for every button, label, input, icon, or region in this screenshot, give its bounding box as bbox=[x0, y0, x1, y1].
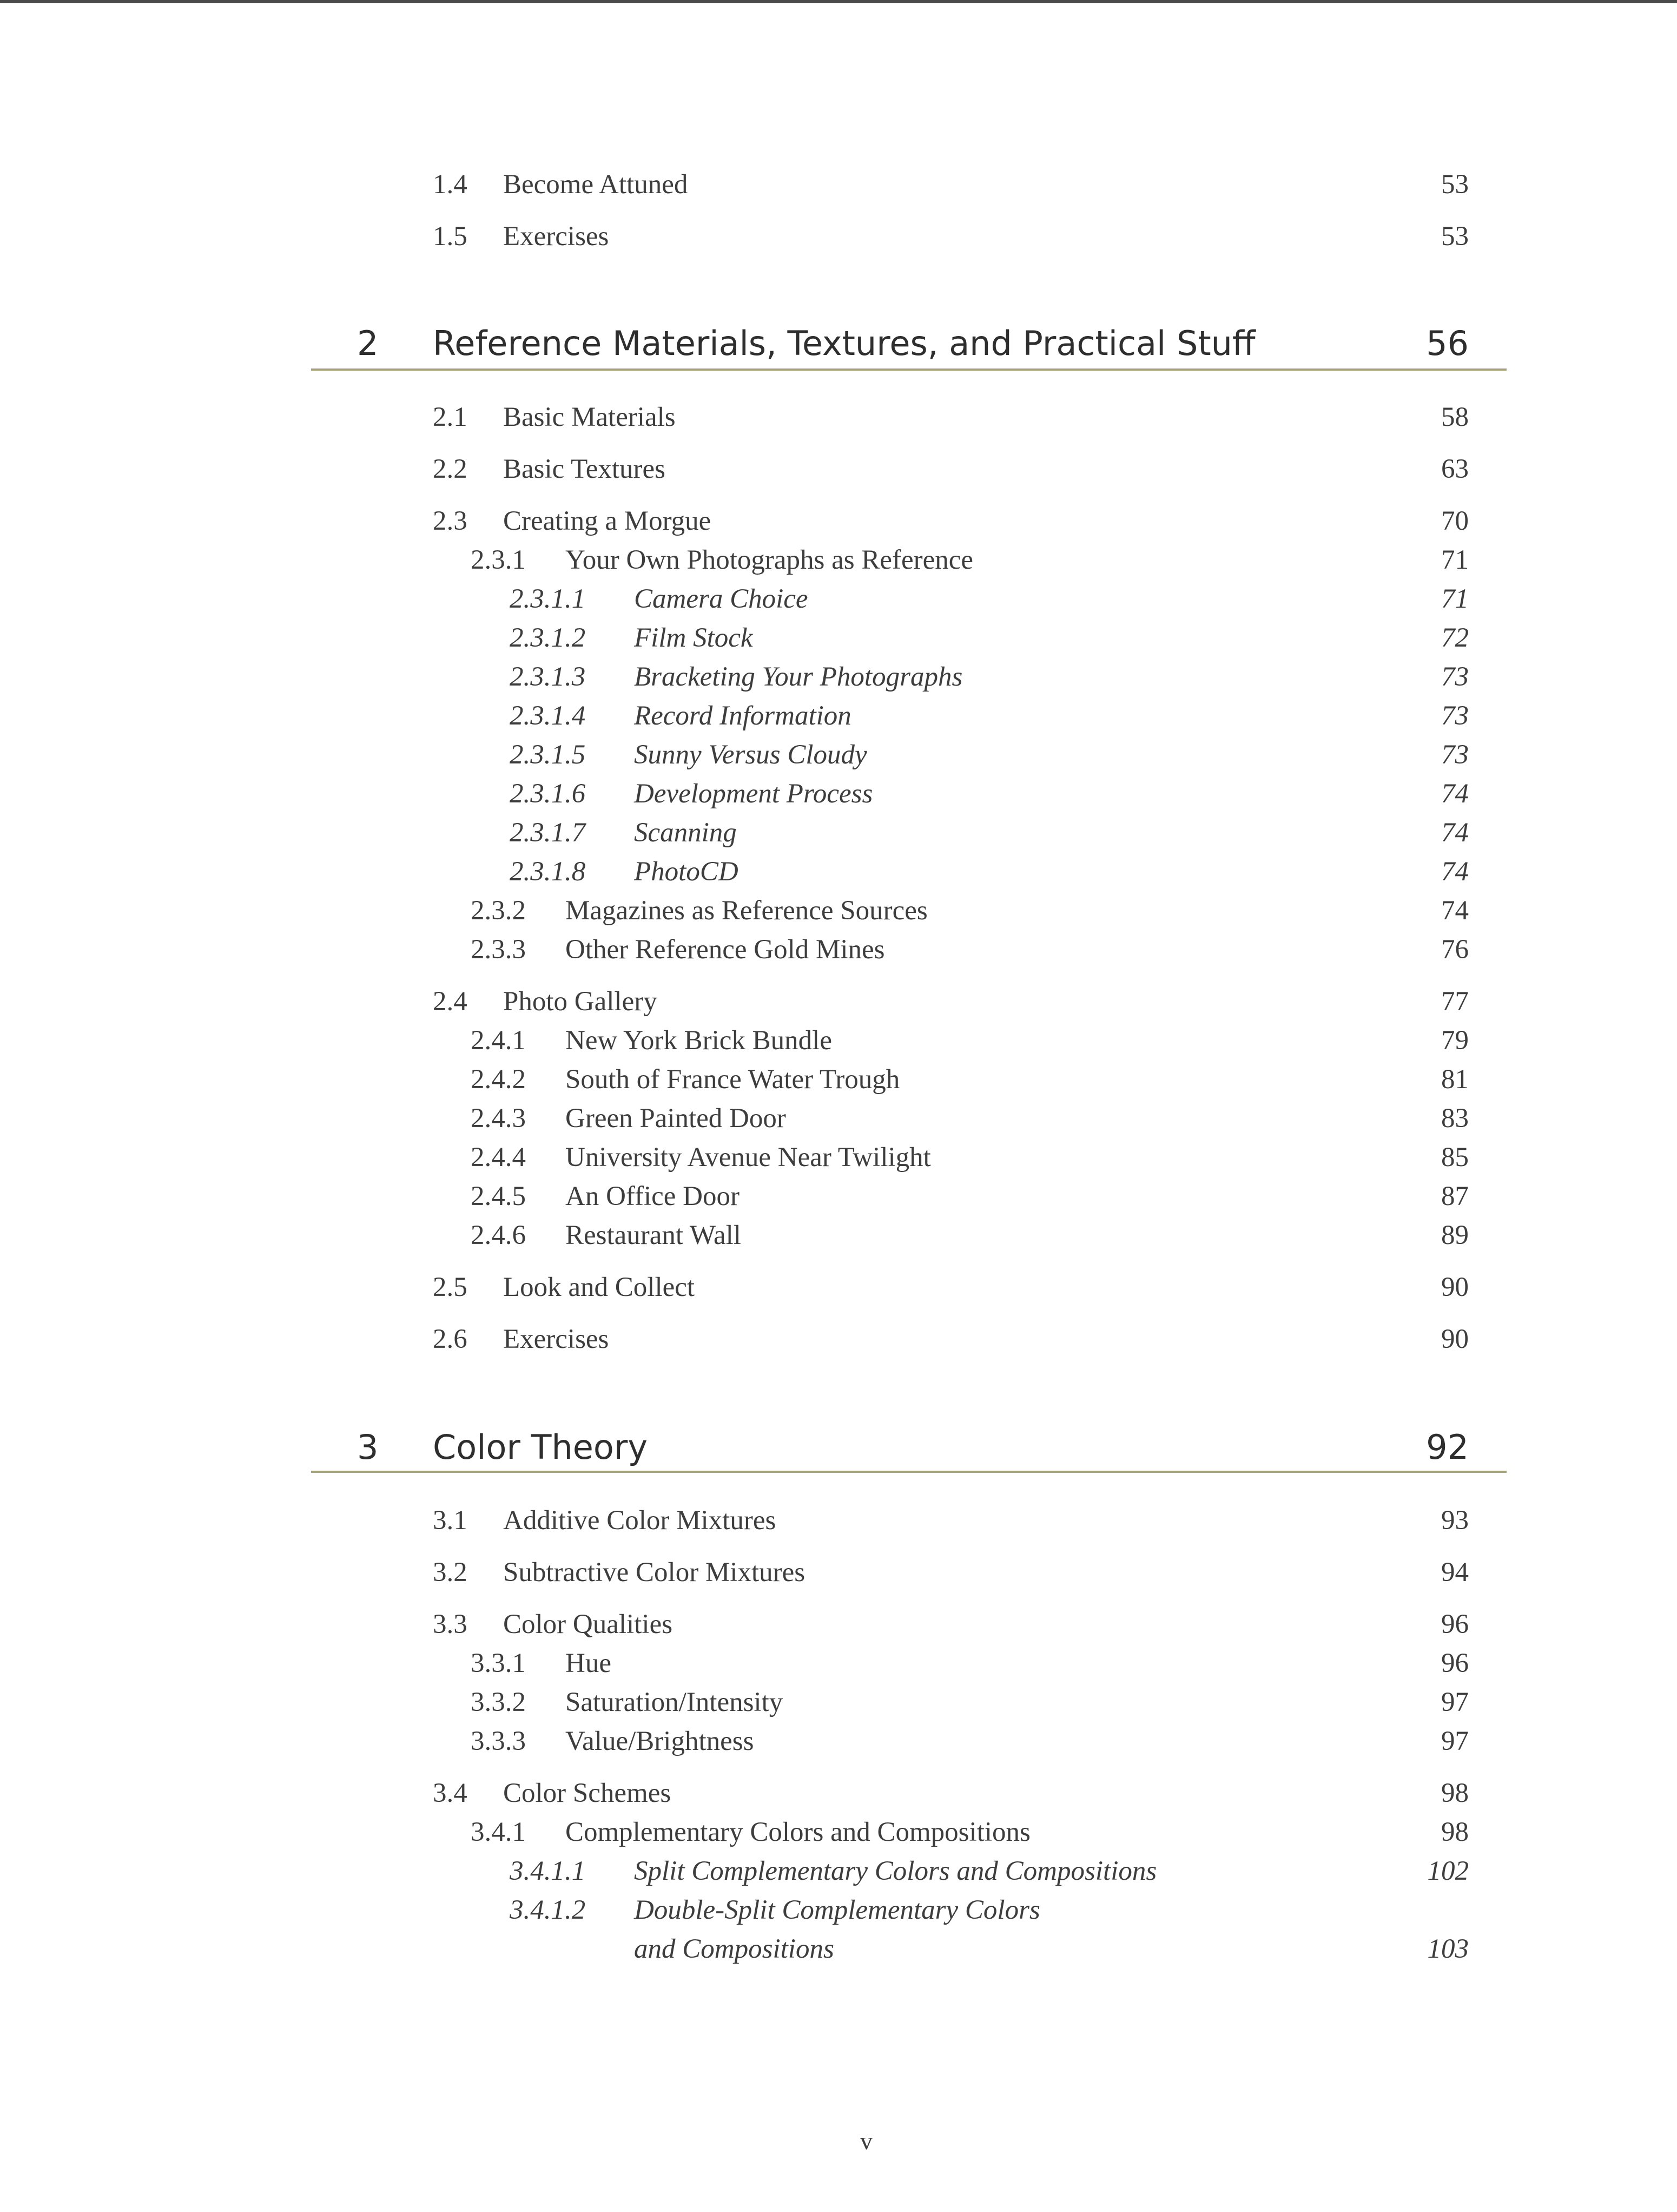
chapter-page: 92 bbox=[1426, 1427, 1469, 1467]
entry-page: 93 bbox=[1441, 1505, 1469, 1536]
chapter-page: 56 bbox=[1426, 324, 1469, 363]
entry-title: Photo Gallery bbox=[503, 986, 657, 1017]
entry-page: 76 bbox=[1441, 934, 1469, 965]
entry-page: 58 bbox=[1441, 402, 1469, 432]
entry-title: Magazines as Reference Sources bbox=[565, 896, 928, 926]
chapter-title: Color Theory bbox=[433, 1427, 648, 1467]
entry-number: 3.1 bbox=[433, 1505, 467, 1536]
entry-page: 73 bbox=[1441, 701, 1469, 731]
entry-number: 2.3.1.3 bbox=[510, 662, 586, 692]
entry-title: Color Schemes bbox=[503, 1778, 671, 1808]
entry-page: 71 bbox=[1441, 584, 1469, 614]
entry-page: 81 bbox=[1441, 1064, 1469, 1095]
entry-page: 90 bbox=[1441, 1272, 1469, 1302]
entry-title: Restaurant Wall bbox=[565, 1220, 741, 1250]
chapter-number: 3 bbox=[357, 1427, 379, 1467]
entry-title: South of France Water Trough bbox=[565, 1064, 900, 1095]
page-folio: v bbox=[860, 2127, 873, 2155]
entry-page: 74 bbox=[1441, 818, 1469, 848]
entry-number: 3.4 bbox=[433, 1778, 467, 1808]
entry-number: 2.3.1.7 bbox=[510, 818, 586, 848]
entry-number: 2.2 bbox=[433, 454, 467, 484]
entry-number: 1.4 bbox=[433, 169, 467, 200]
entry-number: 2.3.1.8 bbox=[510, 857, 586, 887]
entry-number: 3.3.1 bbox=[471, 1648, 526, 1678]
entry-title: Split Complementary Colors and Compositions bbox=[634, 1856, 1157, 1886]
entry-number: 2.5 bbox=[433, 1272, 467, 1302]
entry-title: An Office Door bbox=[565, 1181, 740, 1212]
entry-number: 3.3.2 bbox=[471, 1687, 526, 1717]
chapter-number: 2 bbox=[357, 324, 379, 363]
entry-page: 53 bbox=[1441, 221, 1469, 252]
entry-number: 2.3.2 bbox=[471, 896, 526, 926]
entry-number: 2.1 bbox=[433, 402, 467, 432]
entry-number: 2.4.6 bbox=[471, 1220, 526, 1250]
entry-page: 79 bbox=[1441, 1025, 1469, 1056]
entry-number: 2.3.3 bbox=[471, 934, 526, 965]
entry-page: 94 bbox=[1441, 1557, 1469, 1588]
page-top-rule bbox=[0, 0, 1677, 3]
entry-page: 96 bbox=[1441, 1648, 1469, 1678]
entry-title: Value/Brightness bbox=[565, 1726, 754, 1756]
entry-title: Basic Textures bbox=[503, 454, 665, 484]
entry-number: 2.4.5 bbox=[471, 1181, 526, 1212]
entry-number: 2.3.1.1 bbox=[510, 584, 586, 614]
entry-page: 77 bbox=[1441, 986, 1469, 1017]
entry-number: 2.3.1.2 bbox=[510, 623, 586, 653]
entry-number: 2.4 bbox=[433, 986, 467, 1017]
entry-page: 98 bbox=[1441, 1778, 1469, 1808]
entry-page: 73 bbox=[1441, 662, 1469, 692]
entry-title: Scanning bbox=[634, 818, 737, 848]
entry-page: 70 bbox=[1441, 506, 1469, 536]
entry-title: PhotoCD bbox=[634, 857, 738, 887]
entry-title: University Avenue Near Twilight bbox=[565, 1142, 931, 1173]
entry-number: 2.3 bbox=[433, 506, 467, 536]
entry-title: Other Reference Gold Mines bbox=[565, 934, 885, 965]
entry-title: Film Stock bbox=[634, 623, 753, 653]
entry-number: 3.4.1.1 bbox=[510, 1856, 586, 1886]
entry-title: Your Own Photographs as Reference bbox=[565, 545, 974, 575]
entry-number: 3.3 bbox=[433, 1609, 467, 1640]
entry-number: 2.3.1.6 bbox=[510, 779, 586, 809]
entry-title: Development Process bbox=[634, 779, 873, 809]
entry-page: 71 bbox=[1441, 545, 1469, 575]
entry-page: 87 bbox=[1441, 1181, 1469, 1212]
entry-page: 74 bbox=[1441, 857, 1469, 887]
entry-number: 2.3.1.4 bbox=[510, 701, 586, 731]
entry-title: Look and Collect bbox=[503, 1272, 695, 1302]
entry-title: Color Qualities bbox=[503, 1609, 673, 1640]
entry-number: 2.6 bbox=[433, 1324, 467, 1354]
entry-page: 96 bbox=[1441, 1609, 1469, 1640]
entry-page: 102 bbox=[1427, 1856, 1469, 1886]
entry-page: 98 bbox=[1441, 1817, 1469, 1847]
entry-title: Hue bbox=[565, 1648, 611, 1678]
entry-page: 103 bbox=[1427, 1934, 1469, 1964]
entry-title: Complementary Colors and Compositions bbox=[565, 1817, 1031, 1847]
entry-page: 97 bbox=[1441, 1687, 1469, 1717]
entry-page: 72 bbox=[1441, 623, 1469, 653]
entry-number: 3.4.1 bbox=[471, 1817, 526, 1847]
entry-page: 74 bbox=[1441, 896, 1469, 926]
entry-number: 3.4.1.2 bbox=[510, 1895, 586, 1925]
entry-title: Subtractive Color Mixtures bbox=[503, 1557, 806, 1588]
entry-title: Basic Materials bbox=[503, 402, 676, 432]
entry-number: 2.3.1 bbox=[471, 545, 526, 575]
entry-title: Exercises bbox=[503, 1324, 609, 1354]
entry-number: 3.2 bbox=[433, 1557, 467, 1588]
entry-title: Double-Split Complementary Colors bbox=[634, 1895, 1040, 1925]
entry-title: New York Brick Bundle bbox=[565, 1025, 832, 1056]
entry-title: Exercises bbox=[503, 221, 609, 252]
entry-title: Sunny Versus Cloudy bbox=[634, 740, 867, 770]
entry-title: Green Painted Door bbox=[565, 1103, 786, 1134]
entry-number: 2.3.1.5 bbox=[510, 740, 586, 770]
entry-title: Camera Choice bbox=[634, 584, 808, 614]
entry-title: Become Attuned bbox=[503, 169, 688, 200]
entry-number: 3.3.3 bbox=[471, 1726, 526, 1756]
entry-page: 74 bbox=[1441, 779, 1469, 809]
entry-page: 63 bbox=[1441, 454, 1469, 484]
entry-number: 2.4.1 bbox=[471, 1025, 526, 1056]
entry-number: 1.5 bbox=[433, 221, 467, 252]
entry-number: 2.4.2 bbox=[471, 1064, 526, 1095]
entry-title-continuation: and Compositions bbox=[634, 1934, 834, 1964]
entry-page: 83 bbox=[1441, 1103, 1469, 1134]
entry-page: 90 bbox=[1441, 1324, 1469, 1354]
entry-number: 2.4.4 bbox=[471, 1142, 526, 1173]
entry-title: Bracketing Your Photographs bbox=[634, 662, 963, 692]
entry-number: 2.4.3 bbox=[471, 1103, 526, 1134]
entry-page: 85 bbox=[1441, 1142, 1469, 1173]
entry-page: 97 bbox=[1441, 1726, 1469, 1756]
entry-page: 53 bbox=[1441, 169, 1469, 200]
chapter-title: Reference Materials, Textures, and Practical Stuff bbox=[433, 324, 1256, 363]
chapter-rule bbox=[311, 1471, 1507, 1473]
entry-title: Record Information bbox=[634, 701, 851, 731]
entry-title: Additive Color Mixtures bbox=[503, 1505, 776, 1536]
entry-page: 89 bbox=[1441, 1220, 1469, 1250]
entry-title: Saturation/Intensity bbox=[565, 1687, 783, 1717]
entry-page: 73 bbox=[1441, 740, 1469, 770]
chapter-rule bbox=[311, 368, 1507, 371]
entry-title: Creating a Morgue bbox=[503, 506, 711, 536]
